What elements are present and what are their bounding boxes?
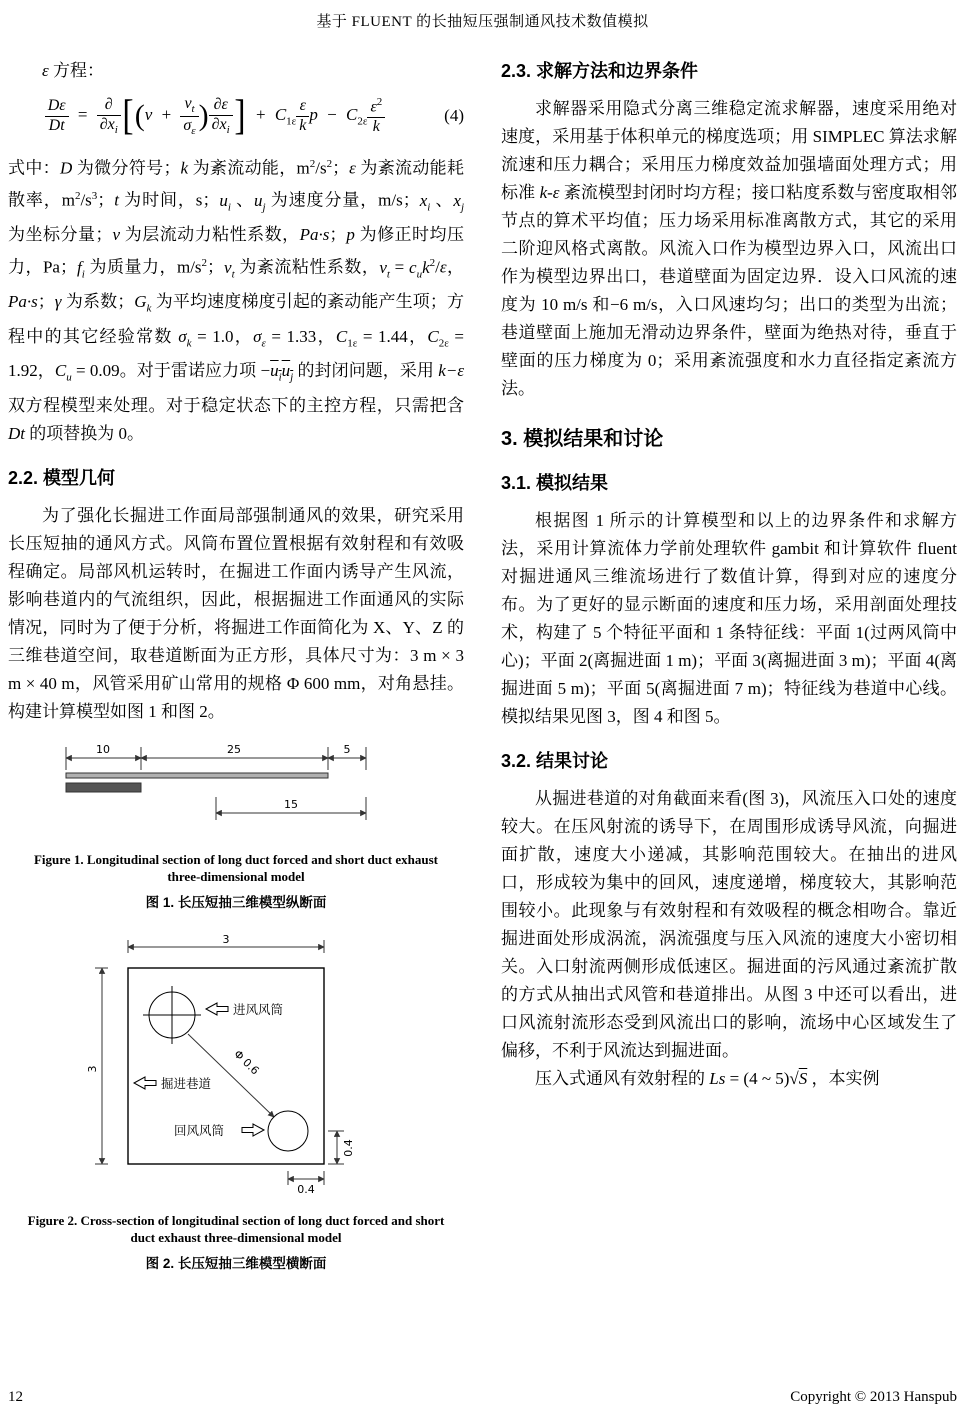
two-column-body <box>0 57 965 1286</box>
section-3-1-paragraph: 根据图 1 所示的计算模型和以上的边界条件和求解方法，采用计算流体力学前处理软件 gambit 和计算软件 fluent 对掘进通风三维流场进行了数值计算，得到对应的速度分布。为了更好的显示断面的速度和压力场，采用剖面处理技术，构建了 5 个特征平面和 1 条特征线：平面 1(过两风筒中心)；平面 2(离掘进面 1 m)；平面 3(离掘进面 3 m)；平面 4(离掘进面 5 m)；平面 5(离掘进面 7 m)；特征线为巷道中心线。模拟结果见图 3，图 4 和图 5。 <box>501 511 957 726</box>
fig2-roadway-label: 掘进巷道 <box>161 1076 212 1091</box>
fig1-dim-10: 10 <box>96 742 110 756</box>
section-2-2-paragraph: 为了强化长掘进工作面局部强制通风的效果，研究采用长压短抽的通风方式。风筒布置位置根据有效射程和有效吸程确定。局部风机运转时，在掘进工作面内诱导产生风流，影响巷道内的气流组织，因此，根据掘进工作面通风的实际情况，同时为了便于分析，将掘进工作面简化为 X、Y、Z 的三维巷道空间，取巷道断面为正方形，具体尺寸为：3 m × 3 m × 40 m，风管采用矿山常用的规格 Φ 600 mm，对角悬挂。构建计算模型如图 1 和图 2。 <box>8 505 464 721</box>
fig2-dim-right-04: 0.4 <box>342 1138 355 1157</box>
fig1-dim-5: 5 <box>343 742 351 756</box>
left-column <box>8 57 464 1286</box>
right-column <box>501 57 957 1286</box>
fig2-inlet-duct-circle <box>143 986 201 1044</box>
figure2-cross-section-drawing <box>66 933 406 1195</box>
figure-2-caption-en: Figure 2. Cross-section of longitudinal section of long duct forced and short duct exhaust three-dimensional model <box>27 1212 445 1245</box>
section-3-2-heading: 3.2. 结果讨论 <box>501 751 609 771</box>
section-3-2-paragraph: 从掘进巷道的对角截面来看(图 3)，风流压入口处的速度较大。在压风射流的诱导下，在周围形成诱导风流，向掘进面扩散，速度大小递减，其影响范围较大。在抽出的进风口，形成较为集中的回风，速度递增，梯度较大，其影响范围较小。此现象与有效射程和有效吸程的概念相吻合。靠近掘进面处形成涡流，涡流强度与压入风流的速度大小密切相关。入口射流两侧形成低速区。掘进面的污风通过紊流扩散的方式从抽出式风管和巷道排出。从图 3 中还可以看出，进口风流射流形态受到风流出口的影响，流场中心区域发生了偏移，不利于风流达到掘进面。 <box>501 789 957 1060</box>
section-3-heading: 3. 模拟结果和讨论 <box>501 428 664 450</box>
fig1-dim-25: 25 <box>227 742 241 756</box>
running-title: 基于 FLUENT 的长抽短压强制通风技术数值模拟 <box>316 14 649 30</box>
equation-4-number: (4) <box>444 106 464 126</box>
section-2-3-paragraph: 求解器采用隐式分离三维稳定流求解器，速度采用绝对速度，采用基于体积单元的梯度选项；用 SIMPLEC 算法求解流速和压力耦合；采用压力梯度效益加强墙面处理方式；用标准 k-ε 紊流模型封闭时均方程；接口粘度系数与密度取相邻节点的算术平均值；压力场采用标准离散方式，其它的采用二阶迎风格式离散。风流入口作为模型边界入口，风流出口作为模型边界出口，巷道壁面为固定边界．设入口风流的速度为 10 m/s 和−6 m/s，入口风速均匀；出口的类型为出流；巷道壁面上施加无滑动边界条件，壁面为绝热对待，垂直于壁面的压力梯度为 0；采用紊流强度和水力直径指定紊流方法。 <box>501 99 958 398</box>
copyright-notice: Copyright © 2013 Hanspub <box>790 1389 957 1405</box>
fig2-dim-top-3: 3 <box>222 932 230 946</box>
fig2-inlet-duct-label: 进风风筒 <box>233 1002 284 1017</box>
fig2-duct-diameter-label: Φ 0.6 <box>231 1047 262 1078</box>
fig2-inlet-leader-arrow-icon <box>206 1003 228 1015</box>
page-number: 12 <box>8 1389 23 1405</box>
fig2-diagonal-leader-line <box>188 1034 274 1117</box>
figure-1-caption-en: Figure 1. Longitudinal section of long duct forced and short duct exhaust three-dimensional model <box>33 851 438 884</box>
equation-4: $\frac{D\varepsilon}{Dt}$ = $\frac{\partial}{\partial x_i}$ [(v + $\frac{v_t}{\sigma_\varepsilon}$ ) $\frac{\partial\varepsilon}{\partial x_i}$ ] + $C_{1\varepsilon}$ $\frac{\varepsilon}{k}$ $p - C_{2\varepsilon}$ $\frac{\varepsilon^2}{k}$ <box>8 95 422 138</box>
fig2-return-leader-arrow-icon <box>242 1124 264 1136</box>
figure-1-caption-zh: 图 1. 长压短抽三维模型纵断面 <box>145 894 327 910</box>
figure-1 <box>8 742 464 917</box>
page-footer <box>0 1389 965 1406</box>
fig2-return-duct-label: 回风风筒 <box>174 1123 225 1138</box>
section-3-1-heading: 3.1. 模拟结果 <box>501 473 609 493</box>
fig1-short-exhaust-duct <box>66 783 141 792</box>
figure1-longitudinal-section-drawing <box>36 742 436 834</box>
figure-2-caption-zh: 图 2. 长压短抽三维模型横断面 <box>145 1255 327 1271</box>
epsilon-equation-intro: ε 方程： <box>42 61 104 80</box>
section-3-2-final-line: 压入式通风有效射程的 Ls = (4 ~ 5)√S ，本实例 <box>535 1069 880 1088</box>
section-2-2-heading: 2.2. 模型几何 <box>8 467 116 488</box>
equation-4-block <box>8 95 464 138</box>
fig2-dim-bottom-04: 0.4 <box>297 1182 315 1195</box>
fig2-roadway-leader-arrow-icon <box>134 1077 156 1089</box>
fig1-long-pressure-duct <box>66 773 328 778</box>
fig1-dim-15: 15 <box>284 797 298 811</box>
fig2-return-duct-circle <box>268 1111 308 1151</box>
notation-paragraph: 式中：D 为微分符号；k 为紊流动能，$m^2/s^2$；ε 为紊流动能耗散率，$m^2/s^3$；t 为时间，s；$u_i$ 、$u_j$ 为速度分量，m/s；$x_i$ 、$x_j$ 为坐标分量；ν 为层流动力粘性系数，Pa·s；p 为修正时均压力，Pa；$f_i$ 为质量力，$m/s^2$；$v_t$ 为紊流粘性系数，$v_t = c_uk^2/\varepsilon$，Pa·s；γ 为系数；$G_k$ 为平均速度梯度引起的紊动能产生项；方程中的其它经验常数 $\sigma_k = 1.0$，$\sigma_\varepsilon = 1.33$，$C_{1\varepsilon} = 1.44$，$C_{2\varepsilon} = 1.92$，$C_u = 0.09$。对于雷诺应力项 $-u_iu_j$ 的封闭问题，采用 k−ε 双方程模型来处理。对于稳定状态下的主控方程，只需把含 Dt 的项替换为 0。 <box>8 157 465 443</box>
section-2-3-heading: 2.3. 求解方法和边界条件 <box>501 61 699 81</box>
fig2-dim-left-3: 3 <box>86 1065 99 1073</box>
figure-2 <box>8 933 464 1278</box>
